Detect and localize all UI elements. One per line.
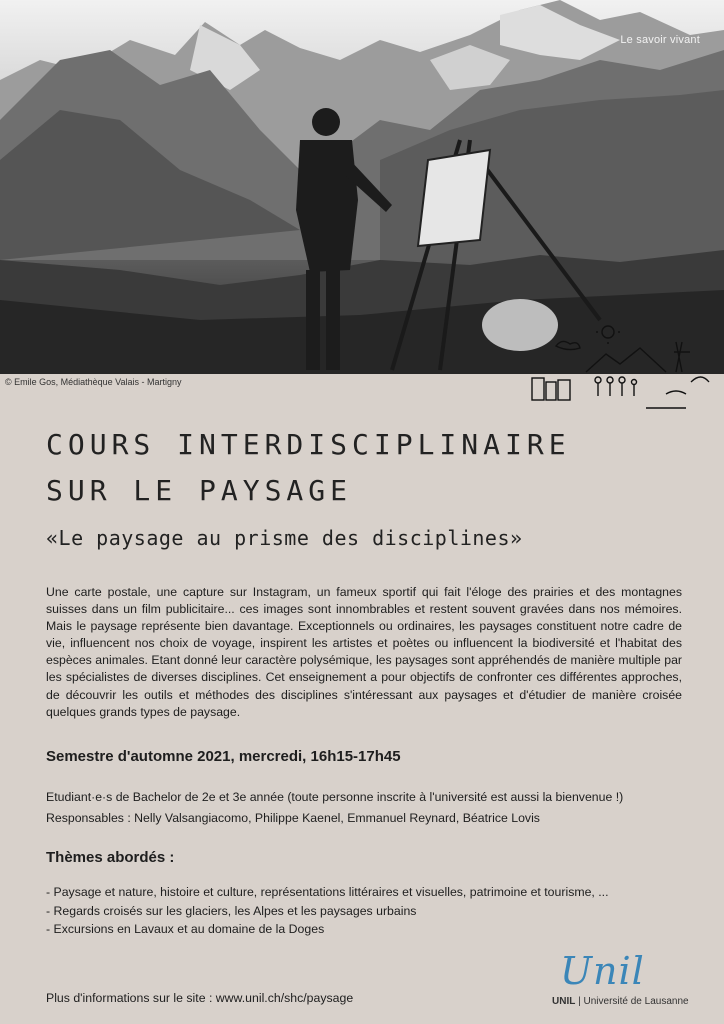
more-info-link[interactable]: Plus d'informations sur le site : www.unil.ch/shc/paysage (46, 991, 354, 1005)
schedule-line: Semestre d'automne 2021, mercredi, 16h15-17h45 (46, 748, 401, 765)
course-title (46, 422, 571, 514)
intro-paragraph: Une carte postale, une capture sur Instagram, un fameux sportif qui fait l'éloge des prairies et des montagnes suisses dans un film publicitaire... ces images sont innombrables et restent souvent gravées dans nos mémoires. Mais le paysage représente bien davantage. Exceptionnels ou ordinaires, les paysages constituent notre cadre de vie, influencent nos choix de voyage, inspirent les artistes et poètes ou influencent la biodiversité et l'habitat des espèces animales. Etant donné leur caractère polysémique, les paysages sont appréhendés de manière multiple par les spécialistes de diverses disciplines. Cet enseignement a pour objectifs de confronter ces différentes approches, de découvrir les outils et méthodes des disciplines s'intéressant aux paysages et d'étudier de manière croisée quelques grands types de paysage. (46, 585, 682, 719)
course-title-line2: SUR LE PAYSAGE (46, 474, 353, 507)
landscape-doodle-icon (526, 322, 716, 412)
tagline: Le savoir vivant (620, 34, 700, 46)
list-item: - Regards croisés sur les glaciers, les Alpes et les paysages urbains (46, 903, 417, 918)
students-line: Etudiant·e·s de Bachelor de 2e et 3e année (toute personne inscrite à l'université est aussi la bienvenue !) (46, 790, 624, 804)
course-title-line1: COURS INTERDISCIPLINAIRE (46, 428, 571, 461)
unil-script-logo: Unil (560, 949, 645, 993)
unil-name: | Université de Lausanne (578, 996, 689, 1007)
mountain-landscape-illustration (0, 0, 724, 374)
unil-logo (552, 949, 712, 1007)
course-subtitle: «Le paysage au prisme des disciplines» (46, 526, 523, 550)
header-photo (0, 0, 724, 374)
audience-block (46, 787, 696, 829)
responsables-line: Responsables : Nelly Valsangiacomo, Philippe Kaenel, Emmanuel Reynard, Béatrice Lovis (46, 811, 540, 825)
list-item: - Excursions en Lavaux et au domaine de la Doges (46, 922, 325, 936)
unil-logo-caption (552, 996, 712, 1007)
list-item: - Paysage et nature, histoire et culture, représentations littéraires et visuelles, patrimoine et tourisme, ... (46, 885, 609, 899)
photo-credit: © Emile Gos, Médiathèque Valais - Martigny (5, 377, 182, 387)
unil-abbr: UNIL (552, 996, 576, 1007)
themes-list (46, 883, 696, 939)
themes-heading: Thèmes abordés : (46, 849, 175, 866)
